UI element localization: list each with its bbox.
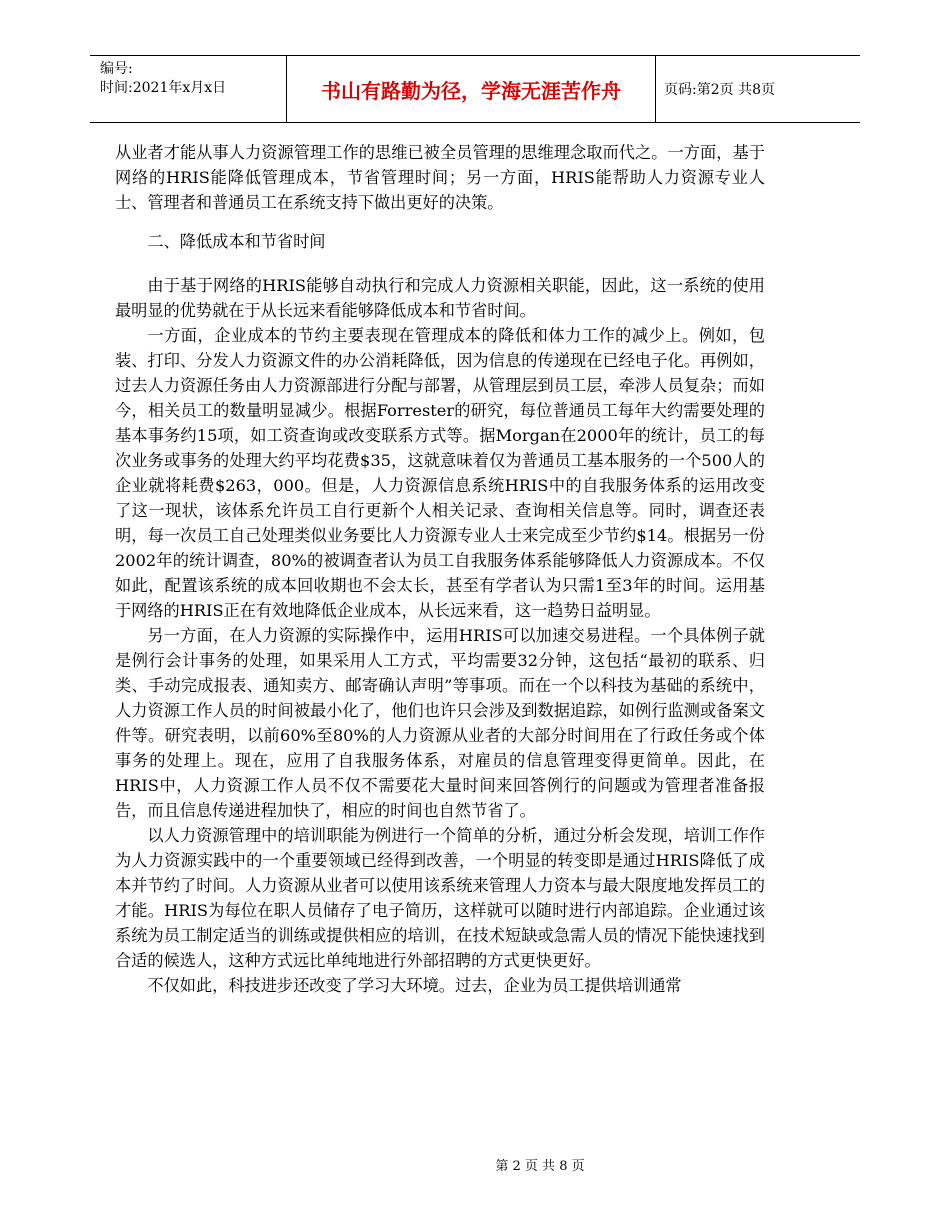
body-paragraph: 不仅如此，科技进步还改变了学习大环境。过去，企业为员工提供培训通常 xyxy=(147,976,682,995)
document-body xyxy=(115,140,765,998)
section-heading: 二、降低成本和节省时间 xyxy=(147,232,326,251)
header-meta-cell xyxy=(90,56,286,122)
header-page-info: 页码:第2页 共8页 xyxy=(664,82,775,98)
header-motto: 书山有路勤为径，学海无涯苦作舟 xyxy=(286,56,656,122)
page-footer xyxy=(0,1155,950,1174)
page-header xyxy=(90,55,860,123)
document-number-label: 编号: xyxy=(100,61,133,77)
body-paragraph: 一方面，企业成本的节约主要表现在管理成本的降低和体力工作的减少上。例如，包装、打印、分发人力资源文件的办公消耗降低，因为信息的传递现在已经电子化。再例如，过去人力资源任务由人力资源部进行分配与部署，从管理层到员工层，牵涉人员复杂；而如今，相关员工的数量明显减少。根据Forrester的研究，每位普通员工每年大约需要处理的基本事务约15项，如工资查询或改变联系方式等。据Morgan在2000年的统计，员工的每次业务或事务的处理大约平均花费$35，这就意味着仅为普通员工基本服务的一个500人的企业就将耗费$263，000。但是，人力资源信息系统HRIS中的自我服务体系的运用改变了这一现状，该体系允许员工自行更新个人相关记录、查询相关信息等。同时，调查还表明，每一次员工自己处理类似业务要比人力资源专业人士来完成至少节约$14。根据另一份2002年的统计调查，80%的被调查者认为员工自我服务体系能够降低人力资源成本。不仅如此，配置该系统的成本回收期也不会太长，甚至有学者认为只需1至3年的时间。运用基于网络的HRIS正在有效地降低企业成本，从长远来看，这一趋势日益明显。 xyxy=(115,326,765,620)
body-paragraph: 从业者才能从事人力资源管理工作的思维已被全员管理的思维理念取而代之。一方面，基于网络的HRIS能降低管理成本，节省管理时间；另一方面，HRIS能帮助人力资源专业人士、管理者和普通员工在系统支持下做出更好的决策。 xyxy=(115,143,765,212)
document-time-label: 时间:2021年x月x日 xyxy=(100,80,227,96)
footer-page-number: 第 2 页 共 8 页 xyxy=(495,1159,585,1174)
body-paragraph: 由于基于网络的HRIS能够自动执行和完成人力资源相关职能，因此，这一系统的使用最明显的优势就在于从长远来看能够降低成本和节省时间。 xyxy=(115,276,765,320)
body-paragraph: 以人力资源管理中的培训职能为例进行一个简单的分析，通过分析会发现，培训工作作为人力资源实践中的一个重要领域已经得到改善，一个明显的转变即是通过HRIS降低了成本并节约了时间。人力资源从业者可以使用该系统来管理人力资本与最大限度地发挥员工的才能。HRIS为每位在职人员储存了电子简历，这样就可以随时进行内部追踪。企业通过该系统为员工制定适当的训练或提供相应的培训，在技术短缺或急需人员的情况下能快速找到合适的候选人，这种方式远比单纯地进行外部招聘的方式更快更好。 xyxy=(115,826,765,970)
body-paragraph: 另一方面，在人力资源的实际操作中，运用HRIS可以加速交易进程。一个具体例子就是例行会计事务的处理，如果采用人工方式，平均需要32分钟，这包括“最初的联系、归类、手动完成报表、通知卖方、邮寄确认声明”等事项。而在一个以科技为基础的系统中，人力资源工作人员的时间被最小化了，他们也许只会涉及到数据追踪，如例行监测或备案文件等。研究表明，以前60%至80%的人力资源从业者的大部分时间用在了行政任务或个体事务的处理上。现在，应用了自我服务体系，对雇员的信息管理变得更简单。因此，在HRIS中，人力资源工作人员不仅不需要花大量时间来回答例行的问题或为管理者准备报告，而且信息传递进程加快了，相应的时间也自然节省了。 xyxy=(115,626,765,820)
